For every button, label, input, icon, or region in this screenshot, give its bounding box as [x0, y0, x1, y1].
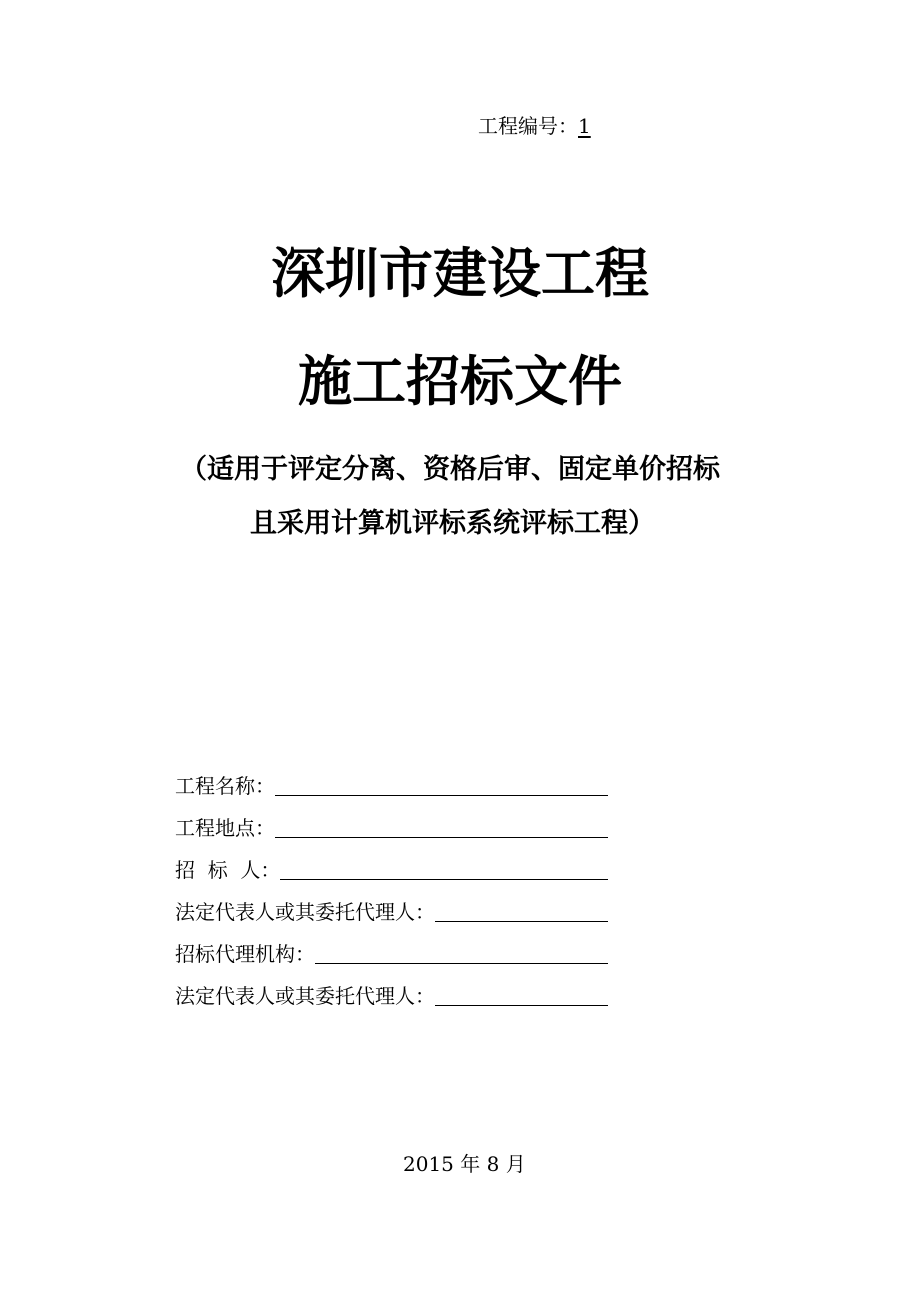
field-tender-agency — [175, 938, 615, 968]
field-tenderer — [175, 854, 615, 884]
document-title-line-2: 施工招标文件 — [298, 350, 622, 413]
subtitle-line-2: 且采用计算机评标系统评标工程） — [250, 508, 655, 539]
field-label: 招 标 人： — [175, 858, 281, 882]
field-blank-line — [435, 983, 608, 1006]
field-project-name — [175, 770, 615, 800]
field-blank-line — [435, 899, 608, 922]
field-label: 工程地点： — [175, 816, 275, 840]
field-label: 工程名称： — [175, 774, 275, 798]
field-label: 招标代理机构： — [175, 942, 315, 966]
field-blank-line — [280, 857, 608, 880]
field-blank-line — [315, 941, 608, 964]
field-project-location — [175, 812, 615, 842]
field-label: 法定代表人或其委托代理人： — [175, 984, 435, 1008]
document-date: 2015 年 8 月 — [403, 1152, 526, 1176]
field-label: 法定代表人或其委托代理人： — [175, 900, 435, 924]
field-legal-representative — [175, 896, 615, 926]
document-title-line-1: 深圳市建设工程 — [271, 242, 649, 305]
field-blank-line — [275, 815, 608, 838]
project-number — [478, 112, 591, 140]
field-blank-line — [275, 773, 608, 796]
field-agency-legal-representative — [175, 980, 615, 1010]
project-number-value: 1 — [578, 114, 591, 138]
project-number-label: 工程编号： — [478, 114, 578, 138]
subtitle-line-1: （适用于评定分离、资格后审、固定单价招标 — [180, 454, 720, 485]
